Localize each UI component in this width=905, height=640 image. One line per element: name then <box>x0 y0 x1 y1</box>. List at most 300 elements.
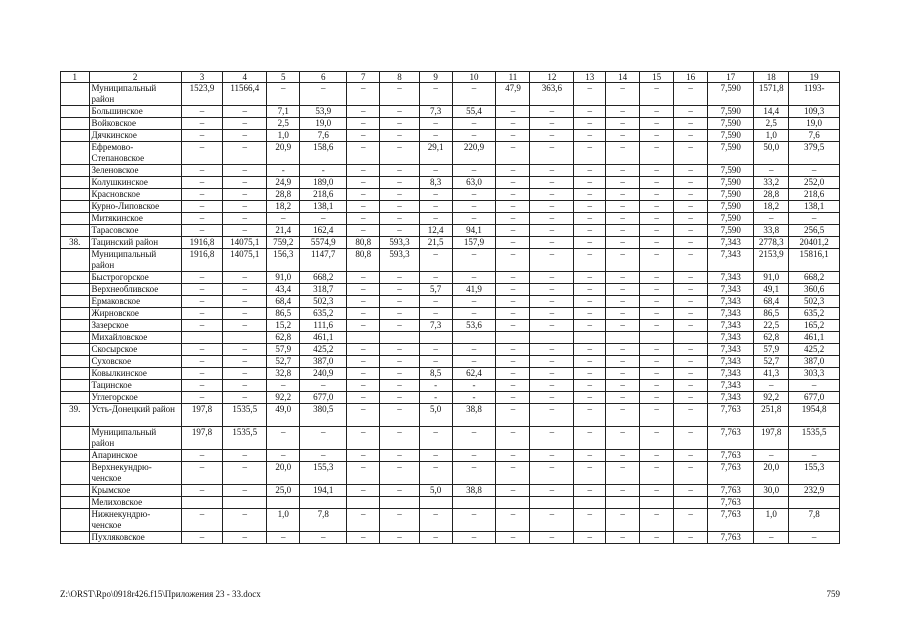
value-cell: – <box>606 142 640 165</box>
value-cell: – <box>181 284 223 296</box>
value-cell: 7,763 <box>708 485 754 497</box>
value-cell: – <box>496 450 530 462</box>
value-cell: – <box>530 237 574 249</box>
value-cell: – <box>347 296 380 308</box>
value-cell: – <box>452 296 496 308</box>
table-row <box>61 296 840 308</box>
value-cell: – <box>640 296 674 308</box>
value-cell: – <box>674 380 708 392</box>
value-cell: – <box>452 83 496 106</box>
value-cell: – <box>530 249 574 272</box>
column-number-header: 14 <box>606 72 640 83</box>
value-cell: – <box>574 509 606 532</box>
table-row <box>61 284 840 296</box>
column-number-header: 19 <box>789 72 840 83</box>
value-cell: – <box>640 130 674 142</box>
value-cell: 1916,8 <box>181 249 223 272</box>
value-cell: – <box>674 284 708 296</box>
value-cell: 2,5 <box>267 118 300 130</box>
value-cell: – <box>640 320 674 332</box>
value-cell: 1,0 <box>267 509 300 532</box>
value-cell: – <box>419 427 452 450</box>
value-cell: – <box>496 392 530 404</box>
value-cell <box>530 497 574 509</box>
value-cell: – <box>606 308 640 320</box>
value-cell: 57,9 <box>754 344 789 356</box>
table-row <box>61 308 840 320</box>
value-cell: 218,6 <box>789 189 840 201</box>
value-cell: 677,0 <box>789 392 840 404</box>
value-cell: – <box>223 368 267 380</box>
value-cell: – <box>674 189 708 201</box>
value-cell: 22,5 <box>754 320 789 332</box>
value-cell: – <box>267 427 300 450</box>
value-cell: 14,4 <box>754 106 789 118</box>
value-cell: – <box>640 189 674 201</box>
value-cell: – <box>530 532 574 544</box>
column-number-header: 17 <box>708 72 754 83</box>
value-cell: 7,590 <box>708 201 754 213</box>
value-cell: – <box>674 427 708 450</box>
value-cell: – <box>496 189 530 201</box>
value-cell: – <box>640 177 674 189</box>
value-cell: – <box>347 213 380 225</box>
value-cell: 156,3 <box>267 249 300 272</box>
row-number-cell <box>61 462 90 485</box>
table-row <box>61 201 840 213</box>
value-cell: – <box>640 450 674 462</box>
value-cell: 7,763 <box>708 532 754 544</box>
value-cell: 668,2 <box>789 272 840 284</box>
value-cell: 91,0 <box>754 272 789 284</box>
value-cell: 218,6 <box>300 189 347 201</box>
table-row <box>61 485 840 497</box>
row-number-cell <box>61 106 90 118</box>
value-cell: 256,5 <box>789 225 840 237</box>
settlement-name-cell: Муниципальный район <box>89 83 181 106</box>
value-cell: – <box>606 284 640 296</box>
value-cell <box>754 497 789 509</box>
value-cell: 7,6 <box>789 130 840 142</box>
value-cell: – <box>380 165 419 177</box>
value-cell: 668,2 <box>300 272 347 284</box>
value-cell: – <box>789 213 840 225</box>
value-cell: – <box>674 142 708 165</box>
value-cell: – <box>419 450 452 462</box>
row-number-cell <box>61 213 90 225</box>
value-cell: – <box>347 177 380 189</box>
value-cell: – <box>530 320 574 332</box>
row-number-cell <box>61 450 90 462</box>
value-cell: – <box>347 356 380 368</box>
value-cell: 7,343 <box>708 237 754 249</box>
value-cell: 25,0 <box>267 485 300 497</box>
value-cell: – <box>640 308 674 320</box>
value-cell: – <box>223 356 267 368</box>
value-cell: – <box>530 189 574 201</box>
value-cell: – <box>640 249 674 272</box>
value-cell: 502,3 <box>789 296 840 308</box>
value-cell: – <box>496 462 530 485</box>
value-cell: 7,763 <box>708 462 754 485</box>
value-cell: 20,9 <box>267 142 300 165</box>
value-cell: 7,8 <box>789 509 840 532</box>
value-cell: 7,590 <box>708 177 754 189</box>
value-cell: – <box>452 450 496 462</box>
value-cell: – <box>789 532 840 544</box>
value-cell: – <box>496 356 530 368</box>
value-cell: – <box>347 320 380 332</box>
value-cell: – <box>223 284 267 296</box>
value-cell: – <box>574 272 606 284</box>
value-cell: 14075,1 <box>223 249 267 272</box>
table-row <box>61 450 840 462</box>
value-cell: – <box>674 320 708 332</box>
value-cell: – <box>640 142 674 165</box>
value-cell: – <box>380 509 419 532</box>
value-cell: 109,3 <box>789 106 840 118</box>
settlement-name-cell: Скосырское <box>89 344 181 356</box>
value-cell: 7,343 <box>708 249 754 272</box>
settlement-name-cell: Углегорское <box>89 392 181 404</box>
value-cell: – <box>419 356 452 368</box>
value-cell: 635,2 <box>300 308 347 320</box>
value-cell: 32,8 <box>267 368 300 380</box>
settlement-name-cell: Ефремово-Степановское <box>89 142 181 165</box>
table-row <box>61 272 840 284</box>
value-cell: – <box>223 485 267 497</box>
value-cell: 380,5 <box>300 404 347 427</box>
value-cell: 52,7 <box>267 356 300 368</box>
value-cell: – <box>419 509 452 532</box>
value-cell: – <box>674 177 708 189</box>
value-cell: – <box>223 272 267 284</box>
table-row <box>61 142 840 165</box>
value-cell: 360,6 <box>789 284 840 296</box>
value-cell: – <box>347 142 380 165</box>
value-cell: – <box>223 201 267 213</box>
value-cell: – <box>496 272 530 284</box>
value-cell: – <box>380 296 419 308</box>
value-cell: – <box>496 368 530 380</box>
value-cell <box>606 332 640 344</box>
value-cell: 157,9 <box>452 237 496 249</box>
table-row <box>61 392 840 404</box>
value-cell: – <box>606 462 640 485</box>
value-cell: – <box>754 450 789 462</box>
value-cell: – <box>419 201 452 213</box>
value-cell: – <box>674 404 708 427</box>
value-cell: – <box>496 509 530 532</box>
value-cell: 461,1 <box>789 332 840 344</box>
value-cell: – <box>606 237 640 249</box>
value-cell: – <box>452 272 496 284</box>
value-cell: – <box>347 165 380 177</box>
column-number-header: 6 <box>300 72 347 83</box>
value-cell: – <box>380 142 419 165</box>
value-cell: – <box>530 380 574 392</box>
value-cell: – <box>496 320 530 332</box>
value-cell: 7,590 <box>708 106 754 118</box>
table-row <box>61 404 840 427</box>
value-cell: – <box>674 106 708 118</box>
value-cell <box>496 497 530 509</box>
value-cell: – <box>452 249 496 272</box>
value-cell: – <box>347 308 380 320</box>
value-cell: – <box>267 532 300 544</box>
value-cell: – <box>181 320 223 332</box>
value-cell: – <box>574 462 606 485</box>
value-cell: – <box>530 201 574 213</box>
value-cell: – <box>347 130 380 142</box>
value-cell: – <box>347 509 380 532</box>
value-cell: – <box>606 213 640 225</box>
value-cell: 7,763 <box>708 427 754 450</box>
value-cell: – <box>530 485 574 497</box>
value-cell: – <box>674 392 708 404</box>
value-cell: – <box>300 380 347 392</box>
value-cell: – <box>419 130 452 142</box>
table-row <box>61 106 840 118</box>
value-cell: – <box>606 201 640 213</box>
value-cell: – <box>606 249 640 272</box>
value-cell: – <box>223 462 267 485</box>
value-cell: – <box>181 344 223 356</box>
value-cell: – <box>267 450 300 462</box>
value-cell: 232,9 <box>789 485 840 497</box>
value-cell: 19,0 <box>789 118 840 130</box>
value-cell: – <box>606 118 640 130</box>
value-cell: 1535,5 <box>223 404 267 427</box>
value-cell: – <box>640 356 674 368</box>
value-cell: 8,5 <box>419 368 452 380</box>
value-cell: – <box>452 308 496 320</box>
value-cell: – <box>574 225 606 237</box>
page-number: 759 <box>826 589 840 599</box>
value-cell: 425,2 <box>300 344 347 356</box>
value-cell <box>640 497 674 509</box>
table-row <box>61 189 840 201</box>
row-number-cell <box>61 118 90 130</box>
value-cell: 7,343 <box>708 296 754 308</box>
row-number-cell <box>61 368 90 380</box>
table-row <box>61 225 840 237</box>
value-cell: – <box>574 308 606 320</box>
value-cell: – <box>606 296 640 308</box>
value-cell: 7,3 <box>419 106 452 118</box>
value-cell: – <box>496 118 530 130</box>
value-cell: 593,3 <box>380 237 419 249</box>
value-cell: – <box>380 532 419 544</box>
value-cell: 53,9 <box>300 106 347 118</box>
settlement-name-cell: Тарасовское <box>89 225 181 237</box>
value-cell: 1147,7 <box>300 249 347 272</box>
value-cell: – <box>380 368 419 380</box>
value-cell: – <box>223 509 267 532</box>
value-cell: – <box>380 380 419 392</box>
value-cell: – <box>419 118 452 130</box>
value-cell: – <box>530 296 574 308</box>
settlement-name-cell: Быстрогорское <box>89 272 181 284</box>
settlement-name-cell: Суховское <box>89 356 181 368</box>
value-cell: – <box>606 189 640 201</box>
value-cell <box>300 497 347 509</box>
value-cell: – <box>223 450 267 462</box>
value-cell: – <box>496 165 530 177</box>
value-cell: – <box>496 532 530 544</box>
value-cell: 91,0 <box>267 272 300 284</box>
value-cell: – <box>640 201 674 213</box>
value-cell: – <box>789 450 840 462</box>
table-row <box>61 165 840 177</box>
value-cell: – <box>530 344 574 356</box>
value-cell: – <box>606 368 640 380</box>
settlement-name-cell: Мелиховское <box>89 497 181 509</box>
row-number-cell: 39. <box>61 404 90 427</box>
value-cell: – <box>496 485 530 497</box>
value-cell: – <box>606 404 640 427</box>
value-cell: 7,3 <box>419 320 452 332</box>
value-cell: 86,5 <box>754 308 789 320</box>
value-cell: – <box>452 356 496 368</box>
value-cell: – <box>347 118 380 130</box>
value-cell: - <box>300 165 347 177</box>
value-cell: – <box>640 462 674 485</box>
value-cell: – <box>223 118 267 130</box>
value-cell: – <box>674 450 708 462</box>
table-row <box>61 249 840 272</box>
value-cell: – <box>181 380 223 392</box>
value-cell: – <box>380 189 419 201</box>
value-cell: – <box>674 118 708 130</box>
value-cell: 20401,2 <box>789 237 840 249</box>
value-cell: 220,9 <box>452 142 496 165</box>
value-cell: 7,1 <box>267 106 300 118</box>
value-cell: – <box>181 142 223 165</box>
value-cell: 18,2 <box>267 201 300 213</box>
value-cell: – <box>640 368 674 380</box>
value-cell: 1,0 <box>754 130 789 142</box>
value-cell: 63,0 <box>452 177 496 189</box>
value-cell: – <box>640 532 674 544</box>
value-cell: 80,8 <box>347 237 380 249</box>
value-cell: – <box>347 83 380 106</box>
value-cell: 94,1 <box>452 225 496 237</box>
value-cell: 1535,5 <box>789 427 840 450</box>
value-cell: – <box>380 450 419 462</box>
column-number-header: 2 <box>89 72 181 83</box>
value-cell: 7,590 <box>708 118 754 130</box>
value-cell: – <box>419 462 452 485</box>
settlement-name-cell: Тацинское <box>89 380 181 392</box>
value-cell: 47,9 <box>496 83 530 106</box>
value-cell: 24,9 <box>267 177 300 189</box>
value-cell: 29,1 <box>419 142 452 165</box>
value-cell: 593,3 <box>380 249 419 272</box>
value-cell: 197,8 <box>754 427 789 450</box>
value-cell: – <box>300 450 347 462</box>
value-cell: 197,8 <box>181 427 223 450</box>
value-cell: 1954,8 <box>789 404 840 427</box>
value-cell: 461,1 <box>300 332 347 344</box>
value-cell: 7,590 <box>708 130 754 142</box>
value-cell: – <box>640 427 674 450</box>
row-number-cell <box>61 165 90 177</box>
value-cell: – <box>640 225 674 237</box>
value-cell: – <box>789 380 840 392</box>
value-cell: – <box>674 356 708 368</box>
value-cell: – <box>452 213 496 225</box>
column-number-header: 13 <box>574 72 606 83</box>
table-row <box>61 320 840 332</box>
value-cell: 15816,1 <box>789 249 840 272</box>
value-cell: – <box>223 308 267 320</box>
value-cell: 33,8 <box>754 225 789 237</box>
value-cell: 5574,9 <box>300 237 347 249</box>
value-cell <box>419 497 452 509</box>
value-cell: – <box>223 532 267 544</box>
value-cell: 19,0 <box>300 118 347 130</box>
value-cell: - <box>267 165 300 177</box>
table-row <box>61 356 840 368</box>
value-cell: – <box>674 509 708 532</box>
value-cell: 7,590 <box>708 165 754 177</box>
value-cell: 138,1 <box>300 201 347 213</box>
table-row <box>61 237 840 249</box>
value-cell: 1535,5 <box>223 427 267 450</box>
value-cell: – <box>380 284 419 296</box>
value-cell: – <box>419 213 452 225</box>
value-cell: – <box>267 83 300 106</box>
column-number-header: 11 <box>496 72 530 83</box>
value-cell: – <box>419 272 452 284</box>
value-cell: – <box>496 404 530 427</box>
value-cell: – <box>530 118 574 130</box>
value-cell: – <box>530 356 574 368</box>
value-cell: – <box>181 201 223 213</box>
value-cell: – <box>419 344 452 356</box>
value-cell: – <box>640 237 674 249</box>
value-cell: – <box>380 427 419 450</box>
value-cell: – <box>530 392 574 404</box>
value-cell: – <box>574 130 606 142</box>
value-cell: 7,343 <box>708 320 754 332</box>
value-cell: – <box>574 284 606 296</box>
value-cell: – <box>606 165 640 177</box>
value-cell: 92,2 <box>267 392 300 404</box>
value-cell <box>574 497 606 509</box>
row-number-cell <box>61 392 90 404</box>
value-cell: – <box>181 296 223 308</box>
value-cell: – <box>574 83 606 106</box>
value-cell: – <box>380 404 419 427</box>
value-cell: – <box>181 368 223 380</box>
value-cell: – <box>181 392 223 404</box>
settlement-name-cell: Усть-Донецкий район <box>89 404 181 427</box>
value-cell: – <box>181 308 223 320</box>
value-cell: – <box>574 237 606 249</box>
value-cell: 92,2 <box>754 392 789 404</box>
value-cell: – <box>380 213 419 225</box>
row-number-cell <box>61 485 90 497</box>
value-cell: – <box>380 356 419 368</box>
value-cell: – <box>452 189 496 201</box>
value-cell: – <box>606 450 640 462</box>
value-cell: 1,0 <box>267 130 300 142</box>
value-cell: – <box>419 83 452 106</box>
value-cell: 38,8 <box>452 404 496 427</box>
value-cell: – <box>452 165 496 177</box>
